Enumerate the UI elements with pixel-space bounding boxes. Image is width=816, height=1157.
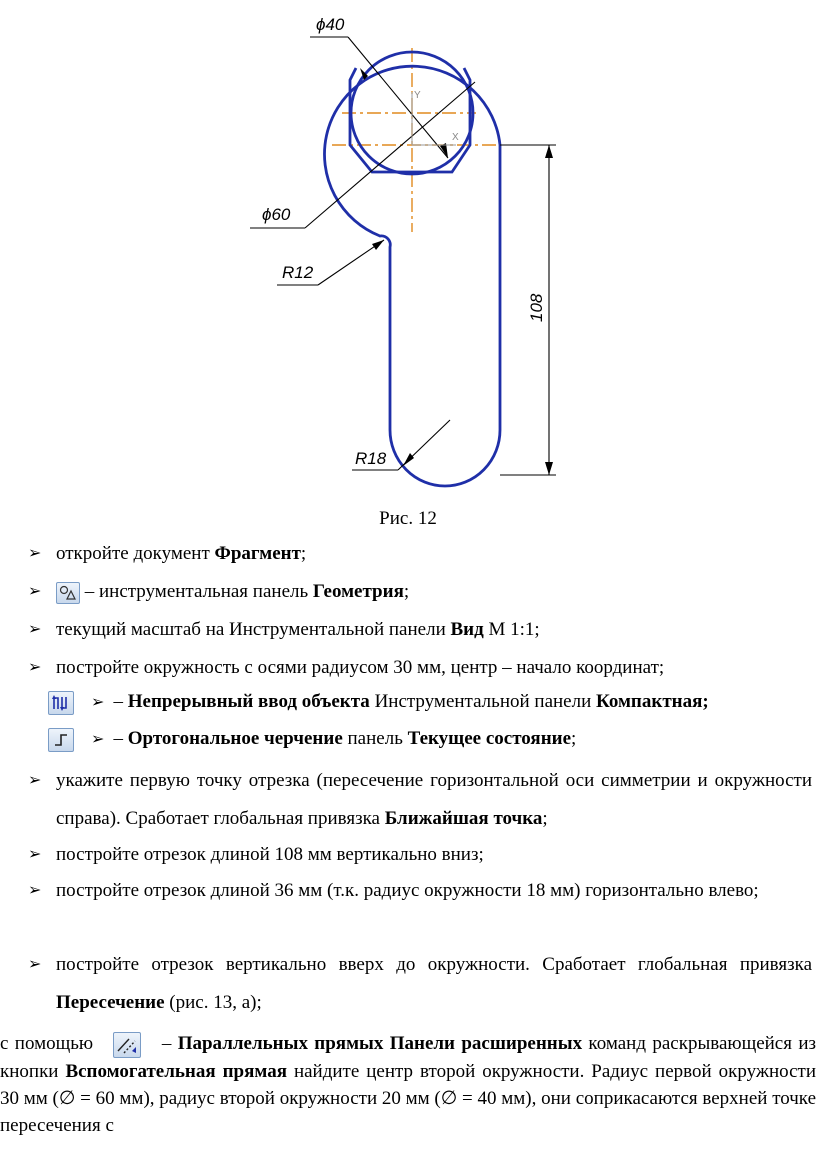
sublist-item: ➢ – Ортогональное черчение панель Текущее состояние; — [48, 727, 576, 752]
geometry-panel-icon[interactable] — [56, 582, 80, 604]
dim-radius-18: R18 — [355, 449, 387, 468]
list-item: ➢ постройте отрезок длиной 36 мм (т.к. радиус окружности 18 мм) горизонтально влево; — [28, 872, 812, 910]
parallel-lines-icon[interactable] — [113, 1032, 141, 1058]
list-item: ➢ постройте отрезок длиной 108 мм вертикально вниз; — [28, 836, 812, 874]
arrow-bullet-icon: ➢ — [28, 659, 42, 676]
axis-x-label: X — [452, 132, 459, 143]
arrow-bullet-icon: ➢ — [28, 621, 42, 638]
body-paragraph: с помощью – Параллельных прямых Панели расширенных команд раскрывающейся из кнопки Вспомогательная прямая найдите центр второй окружности. Радиус первой окружности 30 мм (∅ = 60 мм), радиус второй окружности 20 мм (∅ = 40 мм), они соприкасаются верхней точке пересечения с — [0, 1033, 816, 1136]
continuous-input-icon[interactable] — [48, 691, 74, 715]
figure-caption: Рис. 12 — [379, 508, 437, 529]
arrow-bullet-icon: ➢ — [28, 846, 42, 863]
sublist-item: ➢ – Непрерывный ввод объекта Инструментальной панели Компактная; — [48, 690, 709, 715]
dim-diameter-60: ϕ60 — [262, 205, 291, 224]
arrow-bullet-icon: ➢ — [91, 731, 105, 748]
arrow-bullet-icon: ➢ — [28, 583, 42, 600]
list-item: ➢ – инструментальная панель Геометрия; — [28, 573, 812, 611]
dimension-lines — [250, 37, 556, 475]
list-item: ➢ откройте документ Фрагмент; — [28, 535, 812, 573]
arrow-bullet-icon: ➢ — [91, 694, 105, 711]
axis-y-label: Y — [414, 90, 421, 101]
list-item: ➢ укажите первую точку отрезка (пересечение горизонтальной оси симметрии и окружности справа). Сработает глобальная привязка Ближайшая точка; — [28, 762, 812, 838]
list-item: ➢ постройте отрезок вертикально вверх до окружности. Сработает глобальная привязка Пересечение (рис. 13, а); — [28, 946, 812, 1022]
dim-radius-12: R12 — [282, 263, 314, 282]
dim-length-108: 108 — [527, 293, 546, 322]
arrow-bullet-icon: ➢ — [28, 772, 42, 789]
list-item: ➢ постройте окружность с осями радиусом 30 мм, центр – начало координат; — [28, 649, 812, 687]
arrow-bullet-icon: ➢ — [28, 882, 42, 899]
dim-diameter-40: ϕ40 — [316, 15, 345, 34]
list-item: ➢ текущий масштаб на Инструментальной панели Вид М 1:1; — [28, 611, 812, 649]
arrow-bullet-icon: ➢ — [28, 956, 42, 973]
technical-drawing — [0, 0, 816, 500]
orthogonal-drawing-icon[interactable] — [48, 728, 74, 752]
arrow-bullet-icon: ➢ — [28, 545, 42, 562]
